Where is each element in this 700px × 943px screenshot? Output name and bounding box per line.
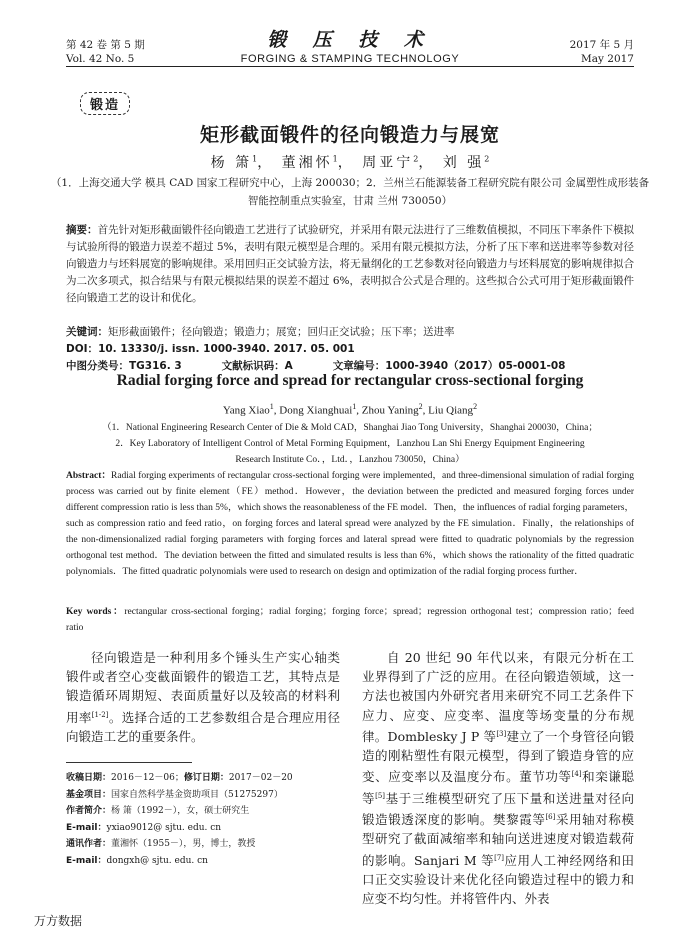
affiliation-cn [40, 174, 660, 210]
author-name: Liu Qiang [428, 404, 474, 417]
footnote-label: E-mail： [66, 855, 107, 866]
author-name: Yang Xiao [222, 404, 270, 417]
footnote-value: 2017－02－20 [228, 773, 293, 783]
clc-label: 中图分类号： [66, 360, 129, 372]
footnote-email [66, 820, 344, 837]
paragraph-text: 和栾谦聪等 [362, 769, 634, 806]
footnote-received [66, 770, 344, 787]
body-paragraph [362, 648, 634, 908]
abstract-label: Abstract： [66, 471, 111, 481]
section-tag: 锻造 [80, 92, 130, 115]
doc-code-label: 文献标识码： [221, 360, 285, 372]
footnote-value: 2016－12－06； [111, 773, 184, 783]
author-list-cn: 杨 箫$^1$， 董湘怀$^1$， 周亚宁$^2$， 刘 强$^2$ [210, 154, 490, 171]
citation: [6] [545, 813, 556, 822]
author-affil-mark: 2 [484, 154, 490, 164]
affiliation-line: Research Institute Co．，Ltd．，Lanzhou 730050，China） [235, 455, 465, 465]
affiliation-line: 2．Key Laboratory of Intelligent Control of Metal Forming Equipment，Lanzhou Lan Shi Energy Equipment Engineering [115, 439, 585, 449]
affiliation-line: （1．National Engineering Research Center of Die & Mold CAD，Shanghai Jiao Tong University，Shanghai 200030，China； [102, 423, 598, 433]
author-name: 周亚宁 [362, 155, 414, 171]
paragraph-text: 采用轴对称模型研究了截面减缩率和轴向送进速度对锻造载荷的影响。Sanjari M 等 [362, 812, 634, 868]
article-no-label: 文章编号： [332, 360, 386, 372]
citation: [5] [375, 791, 386, 800]
abstract-cn [66, 222, 634, 307]
footnote-label: 作者简介： [66, 806, 112, 816]
footnotes [66, 770, 344, 869]
watermark: 万方数据 [34, 914, 83, 928]
header-divider [66, 66, 634, 67]
keywords-label: 关键词： [66, 326, 108, 338]
author-affil-mark: 1 [269, 402, 274, 411]
footnote-label: 修订日期： [183, 773, 229, 783]
keywords-cn [66, 324, 634, 341]
article-no-value: 1000-3940（2017）05-0001-08 [385, 360, 566, 372]
abstract-en [66, 468, 634, 580]
author-name: 杨 箫 [210, 155, 253, 171]
keywords-en [66, 604, 634, 636]
footnote-corresponding [66, 836, 344, 853]
citation: [7] [494, 853, 505, 862]
date-cn: 2017 年 5 月 [569, 39, 634, 51]
paragraph-text: 应用人工神经网络和田口正交实验设计来优化径向锻造过程中的锻力和应变不均匀性。并将管件内、外表 [362, 852, 634, 907]
journal-title-en: FORGING & STAMPING TECHNOLOGY [240, 53, 460, 65]
footnote-label: E-mail： [66, 822, 107, 833]
author-name: Dong Xianghuai [279, 404, 353, 417]
footnote-value: 国家自然科学基金资助项目（51275297） [111, 789, 283, 800]
citation: [4] [571, 770, 582, 779]
header-date [570, 38, 634, 66]
paragraph-text: 建立了一个身管径向锻造的刚粘塑性有限元模型，得到了锻造身管的应变、应变率以及温度分布。董节功等 [362, 728, 634, 785]
footnote-author [66, 803, 344, 820]
footnote-value: 董湘怀（1955－），男，博士，教授 [111, 839, 256, 849]
affiliation-en [60, 420, 640, 468]
footnote-label: 收稿日期： [66, 773, 112, 783]
author-name: 刘 强 [442, 155, 485, 171]
doc-code-value: A [284, 360, 293, 372]
footnote-value: dongxh@ sjtu. edu. cn [106, 855, 208, 866]
body-column-left [66, 648, 340, 746]
footnote-label: 基金项目： [66, 789, 112, 800]
keywords-text: 矩形截面锻件；径向锻造；锻造力；展宽；回归正交试验；压下率；送进率 [108, 326, 455, 338]
author-name: 董湘怀 [281, 155, 333, 171]
volume-cn: 第 42 卷 第 5 期 [66, 39, 145, 51]
author-affil-mark: 2 [418, 402, 423, 411]
doi-label: DOI： [66, 343, 99, 355]
date-en: May 2017 [580, 53, 634, 65]
footnote-value: 杨 箫（1992－），女，硕士研究生 [111, 806, 250, 816]
clc-value: TG316. 3 [129, 360, 182, 372]
body-paragraph [66, 648, 340, 746]
abstract-text: Radial forging experiments of rectangular cross-sectional forging were implemented，and three-dimensional simulation of radial forging process was carried out by finite element（FE）method．However，the deviation between the predicted and measured forging forces under different compression ratio is less than 5%，which shows the reasonableness of the FE model．Then，the influences of radial forging parameters，such as compression ratio and feed ratio，on forging forces and lateral spread were analyzed by the FE simulation．Finally，the relationships of the non-dimensionalized radial forging parameters with forging forces and lateral spread were fitted to quadratic polynomials by the regression orthogonal test method．The deviation between the fitted and simulated results is less than 6%，which shows the rationality of the fitted quadratic polynomials．The fitted quadratic polynomials were used to research on design and optimization of the radial forging process further． [66, 471, 634, 577]
footnote-divider [66, 762, 192, 763]
abstract-label: 摘要： [66, 224, 98, 236]
abstract-text: 首先针对矩形截面锻件径向锻造工艺进行了试验研究，并采用有限元法进行了三维数值模拟，不同压下率条件下模拟与试验所得的锻造力误差不超过 5%，表明有限元模型是合理的。采用有限元模拟方法，分析了压下率和送进率等参数对径向锻造力与坯料展宽的影响规律。采用回归正交试验方法，将无量纲化的工艺参数对径向锻造力与坯料展宽的影响规律拟合为二次多项式，拟合结果与有限元模拟结果的误差不超过 6%，表明拟合公式是合理的。这些拟合公式可用于矩形截面锻件径向锻造工艺的设计和优化。 [66, 224, 635, 304]
keywords-label: Key words： [66, 607, 125, 617]
citation: [1-2] [91, 710, 109, 719]
author-affil-mark: 1 [352, 402, 357, 411]
author-name: Zhou Yaning [361, 404, 419, 417]
volume-en: Vol. 42 No. 5 [66, 53, 135, 65]
affiliation-line: 智能控制重点实验室，甘肃 兰州 730050） [247, 195, 453, 207]
paper-title-cn: 矩形截面锻件的径向锻造力与展宽 [199, 124, 500, 146]
doi-line [66, 341, 634, 358]
keywords-text: rectangular cross-sectional forging；radial forging；forging force；spread；regression orthogonal test；compression ratio；feed ratio [66, 607, 634, 633]
affiliation-line: （1．上海交通大学 模具 CAD 国家工程研究中心，上海 200030；2．兰州兰石能源装备工程研究院有限公司 金属塑性成形装备 [50, 177, 650, 189]
author-affil-mark: 1 [332, 154, 338, 164]
author-affil-mark: 2 [413, 154, 419, 164]
paragraph-text: 。选择合适的工艺参数组合是合理应用径向锻造工艺的重要条件。 [66, 709, 340, 744]
author-affil-mark: 1 [252, 154, 258, 164]
paragraph-text: 径向锻造是一种利用多个锤头生产实心轴类锻件或者空心变截面锻件的锻造工艺，其特点是锻造循环周期短、表面质量好以及较高的材料利用率 [66, 650, 340, 725]
body-column-right [362, 648, 634, 908]
footnote-value: yxiao9012@ sjtu. edu. cn [106, 822, 222, 833]
paragraph-text: 基于三维模型研究了压下量和送进量对径向锻造锻透深度的影响。樊黎霞等 [362, 790, 634, 828]
journal-title-cn: 锻 压 技 术 [267, 29, 433, 51]
paragraph-text: 自 20 世纪 90 年代以来，有限元分析在工业界得到了广泛的应用。在径向锻造领域，这一方法也被国内外研究者用来研究不同工艺条件下应力、应变、应变率、温度等场变量的分布规律。Domblesky J P 等 [362, 650, 634, 744]
paper-title-en: Radial forging force and spread for rectangular cross-sectional forging [116, 372, 584, 389]
footnote-fund [66, 787, 344, 804]
author-affil-mark: 2 [473, 402, 478, 411]
citation: [3] [496, 729, 507, 738]
doi-value: 10. 13330/j. issn. 1000-3940. 2017. 05. 001 [98, 343, 355, 355]
footnote-label: 通讯作者： [66, 839, 112, 849]
author-list-en: Yang Xiao$^1$, Dong Xianghuai$^1$, Zhou Yaning$^2$, Liu Qiang$^2$ [222, 402, 478, 417]
footnote-email2 [66, 853, 344, 870]
